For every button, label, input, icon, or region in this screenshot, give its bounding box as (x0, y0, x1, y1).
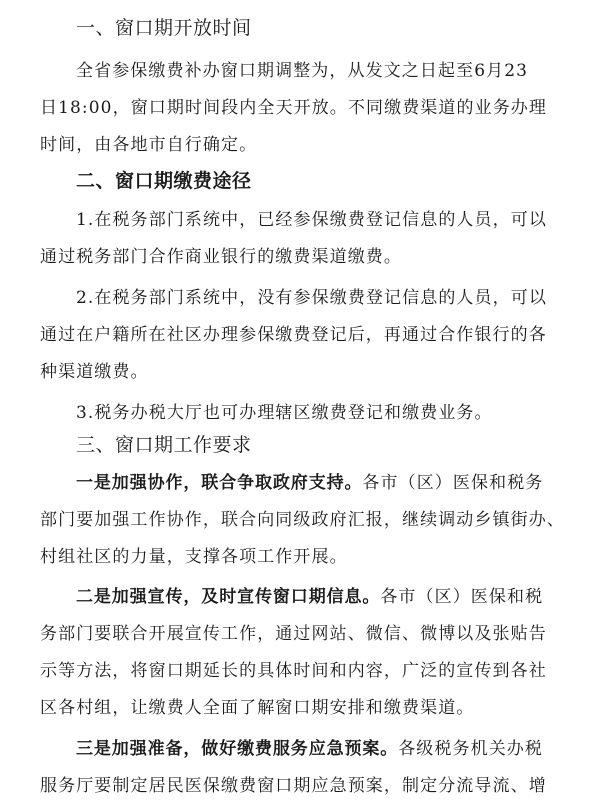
section-3-heading: 三、窗口期工作要求 (76, 434, 252, 456)
section-3-item-3-first-rest: 各级税务机关办税 (398, 739, 544, 759)
section-3-item-2-line-3: 示等方法，将窗口期延长的具体时间和内容，广泛的宣传到各社 (40, 661, 547, 681)
section-1-line-3: 时间，由各地市自行确定。 (40, 135, 258, 155)
section-3-item-1-line-1 (76, 468, 543, 493)
section-3-item-1-line-3: 村组社区的力量，支撑各项工作开展。 (40, 547, 348, 567)
section-2-item-1-line-1: 1.在税务部门系统中，已经参保缴费登记信息的人员，可以 (76, 210, 547, 230)
section-1-line-2: 日18:00，窗口期时间段内全天开放。不同缴费渠道的业务办理 (40, 98, 547, 118)
section-1-heading: 一、窗口期开放时间 (76, 17, 252, 39)
section-3-item-3-line-2: 服务厅要制定居民医保缴费窗口期应急预案，制定分流导流、增 (40, 776, 547, 796)
section-3-item-2-line-2: 务部门要联合开展宣传工作，通过网站、微信、微博以及张贴告 (40, 624, 547, 644)
section-2-heading: 二、窗口期缴费途径 (76, 170, 252, 192)
section-3-item-2-line-1 (76, 582, 543, 607)
section-2-item-2-line-1: 2.在税务部门系统中，没有参保缴费登记信息的人员，可以 (76, 288, 547, 308)
section-3-item-2-bold-lead: 二是加强宣传，及时宣传窗口期信息。 (76, 587, 381, 607)
section-2-item-3-line-1: 3.税务办税大厅也可办理辖区缴费登记和缴费业务。 (76, 403, 493, 423)
section-3-item-3-line-1 (76, 734, 543, 759)
section-3-item-3-bold-lead: 三是加强准备，做好缴费服务应急预案。 (76, 739, 399, 759)
section-3-item-1-bold-lead: 一是加强协作，联合争取政府支持。 (76, 473, 363, 493)
section-3-item-2-line-4: 区各村组，让缴费人全面了解窗口期安排和缴费渠道。 (40, 698, 475, 718)
section-1-line-1: 全省参保缴费补办窗口期调整为，从发文之日起至6月23 (76, 61, 529, 81)
section-2-item-1-line-2: 通过税务部门合作商业银行的缴费渠道缴费。 (40, 247, 402, 267)
section-3-item-1-line-2: 部门要加强工作协作，联合向同级政府汇报，继续调动乡镇街办、 (40, 510, 565, 530)
section-3-item-1-first-rest: 各市（区）医保和税务 (362, 473, 544, 493)
section-2-item-2-line-2: 通过在户籍所在社区办理参保缴费登记后，再通过合作银行的各 (40, 325, 547, 345)
section-3-item-2-first-rest: 各市（区）医保和税 (380, 587, 544, 607)
section-2-item-2-line-3: 种渠道缴费。 (40, 362, 149, 382)
